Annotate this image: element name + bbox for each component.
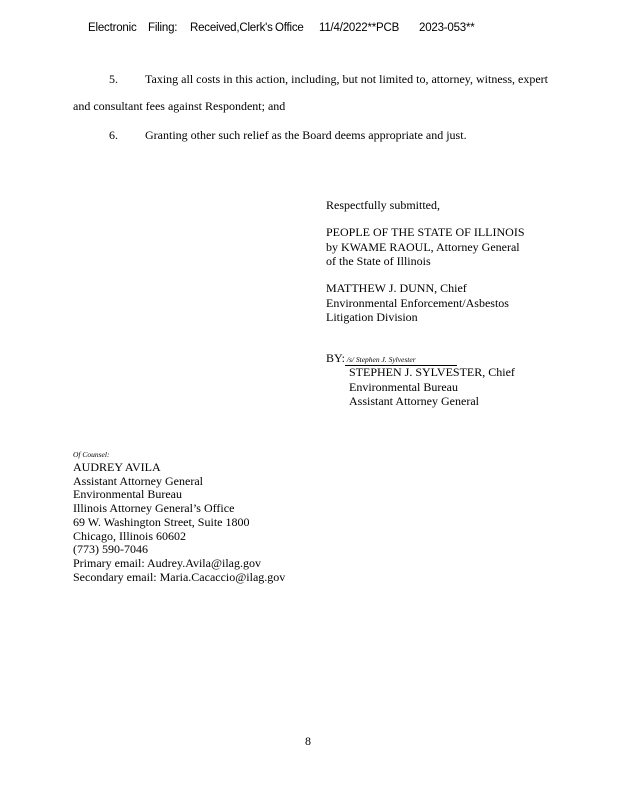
party-block <box>326 225 525 269</box>
party-line: by KWAME RAOUL, Attorney General <box>326 239 520 254</box>
chief-line: Environmental Enforcement/Asbestos <box>326 295 509 310</box>
header-case: 2023-053** <box>419 22 475 34</box>
paragraph-5-line1: Taxing all costs in this action, including, but not limited to, attorney, witness, expert <box>145 72 548 86</box>
counsel-city: Chicago, Illinois 60602 <box>73 528 186 543</box>
counsel-primary-email: Primary email: Audrey.Avila@ilag.gov <box>73 555 262 570</box>
party-line: PEOPLE OF THE STATE OF ILLINOIS <box>326 225 525 239</box>
chief-block <box>326 281 509 325</box>
filing-header <box>88 22 475 34</box>
counsel-bureau: Environmental Bureau <box>73 487 182 502</box>
header-electronic: Electronic <box>88 22 137 34</box>
signer-line: Assistant Attorney General <box>349 394 479 409</box>
counsel-block <box>73 461 285 584</box>
by-label: BY: <box>326 351 345 365</box>
counsel-address: 69 W. Washington Street, Suite 1800 <box>73 514 250 529</box>
counsel-title: Assistant Attorney General <box>73 473 203 488</box>
counsel-name: AUDREY AVILA <box>73 460 161 474</box>
header-date: 11/4/2022**PCB <box>319 22 400 34</box>
closing-text: Respectfully submitted, <box>326 198 440 212</box>
chief-line: Litigation Division <box>326 310 418 325</box>
counsel-phone: (773) 590-7046 <box>73 542 148 557</box>
page-number: 8 <box>305 734 311 748</box>
header-filing: Filing: <box>148 22 178 34</box>
counsel-office: Illinois Attorney General’s Office <box>73 501 235 516</box>
header-office: Office <box>275 22 304 34</box>
signer-line: STEPHEN J. SYLVESTER, Chief <box>349 365 515 379</box>
paragraph-6-number: 6. <box>109 128 118 142</box>
header-received: Received,Clerk's <box>190 22 273 34</box>
signature-line <box>326 351 457 366</box>
signer-block <box>349 365 515 409</box>
electronic-signature: /s/ Stephen J. Sylvester <box>345 355 457 366</box>
chief-line: MATTHEW J. DUNN, Chief <box>326 281 467 295</box>
of-counsel-label: Of Counsel: <box>73 450 110 459</box>
signer-line: Environmental Bureau <box>349 379 458 394</box>
paragraph-5-line2: and consultant fees against Respondent; and <box>73 99 286 113</box>
party-line: of the State of Illinois <box>326 254 431 269</box>
counsel-secondary-email: Secondary email: Maria.Cacaccio@ilag.gov <box>73 569 286 584</box>
paragraph-5-number: 5. <box>109 72 118 86</box>
paragraph-6-line1: Granting other such relief as the Board deems appropriate and just. <box>145 128 467 142</box>
